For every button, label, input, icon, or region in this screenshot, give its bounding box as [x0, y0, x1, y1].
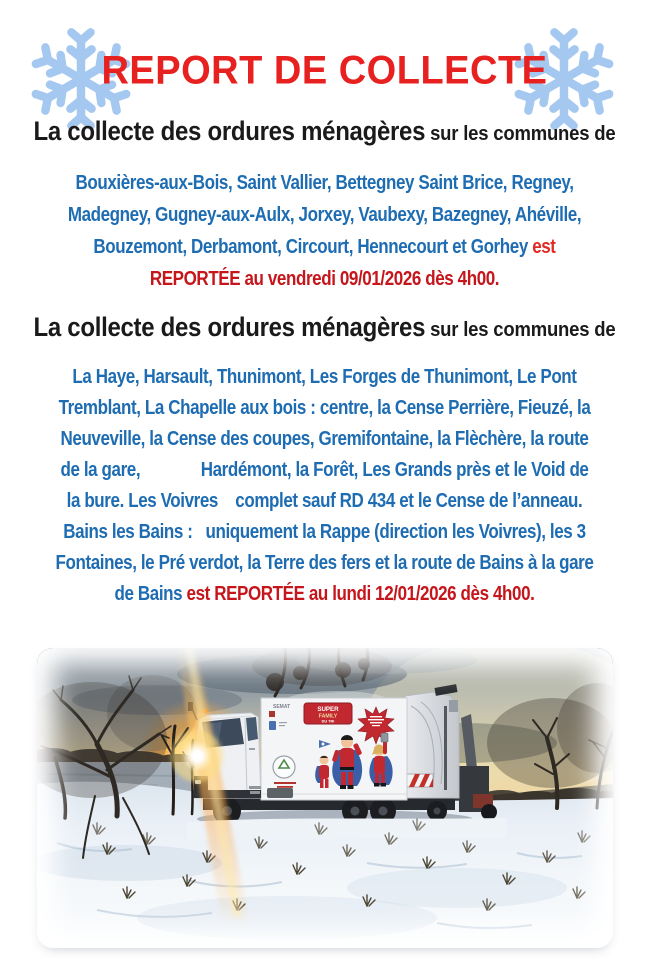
text-segment: Tremblant, La Chapelle aux bois : centre, la Cense Perrière, Fieuzé, la — [58, 395, 591, 419]
text-segment: Fontaines, le Pré verdot, la Terre des fers et la route de Bains à la gare — [55, 550, 594, 574]
svg-text:SUPER: SUPER — [317, 706, 339, 713]
text-line — [0, 263, 649, 295]
text-line-content — [61, 427, 589, 451]
super-family-banner — [304, 703, 352, 724]
heading-main-text: La collecte des ordures ménagères — [33, 116, 426, 147]
text-line-content — [75, 171, 573, 195]
section-1-paragraph — [0, 167, 649, 295]
text-line-content — [56, 551, 594, 575]
text-line — [0, 516, 649, 547]
text-segment: de Bains — [114, 581, 187, 605]
text-line — [0, 547, 649, 578]
text-line-content — [150, 267, 499, 291]
text-line — [0, 199, 649, 231]
text-line — [0, 167, 649, 199]
text-line-content — [115, 582, 535, 606]
text-line-content — [93, 235, 555, 259]
truck-photo-scene — [37, 648, 613, 948]
text-segment: La Haye, Harsault, Thunimont, Les Forges de Thunimont, Le Pont — [72, 364, 577, 388]
hazard-stripes — [407, 774, 433, 787]
text-line-content — [59, 396, 591, 420]
text-line-content — [60, 458, 588, 482]
truck-photo — [37, 648, 613, 948]
svg-text:FAMILY: FAMILY — [318, 713, 338, 720]
heading-main-text: La collecte des ordures ménagères — [33, 312, 426, 343]
text-segment: Bouzemont, Derbamont, Circourt, Hennecourt et Gorhey — [93, 235, 533, 258]
heading-tail-text: sur les communes de — [425, 120, 616, 145]
section-2-heading — [0, 314, 649, 342]
text-segment: de la gare, Hardémont, la Forêt, Les Grands près et le Void de — [60, 457, 589, 481]
heading-tail-text: sur les communes de — [425, 316, 616, 341]
text-segment: Neuveville, la Cense des coupes, Gremifontaine, la Flèchère, la route — [60, 426, 589, 450]
text-segment: REPORTÉE au vendredi 09/01/2026 dès 4h00. — [149, 267, 500, 290]
text-line-content — [67, 489, 583, 513]
text-line — [0, 392, 649, 423]
text-line-content — [72, 365, 576, 389]
text-line — [0, 423, 649, 454]
page-title-text: REPORT DE COLLECTE — [101, 48, 548, 94]
text-segment: Madegney, Gugney-aux-Aulx, Jorxey, Vaubexy, Bazegney, Ahéville, — [67, 203, 582, 226]
text-line — [0, 361, 649, 392]
section-1-heading — [0, 118, 649, 146]
text-segment: la bure. Les Voivres complet sauf RD 434 et le Cense de l’anneau. — [66, 488, 583, 512]
text-line-content — [63, 520, 585, 544]
section-2-paragraph — [0, 361, 649, 609]
svg-text:DU TRI: DU TRI — [321, 719, 335, 724]
truck-side-logo: SEMAT — [273, 704, 291, 710]
text-line — [0, 231, 649, 263]
text-line — [0, 578, 649, 609]
text-segment: Bains les Bains : uniquement la Rappe (direction les Voivres), les 3 — [63, 519, 586, 543]
text-line — [0, 454, 649, 485]
text-line — [0, 485, 649, 516]
page-title — [0, 50, 649, 93]
text-segment: Bouxières-aux-Bois, Saint Vallier, Bettegney Saint Brice, Regney, — [75, 171, 574, 194]
text-segment: est REPORTÉE au lundi 12/01/2026 dès 4h00. — [186, 581, 535, 605]
text-line-content — [68, 203, 581, 227]
text-segment: est — [532, 235, 556, 258]
